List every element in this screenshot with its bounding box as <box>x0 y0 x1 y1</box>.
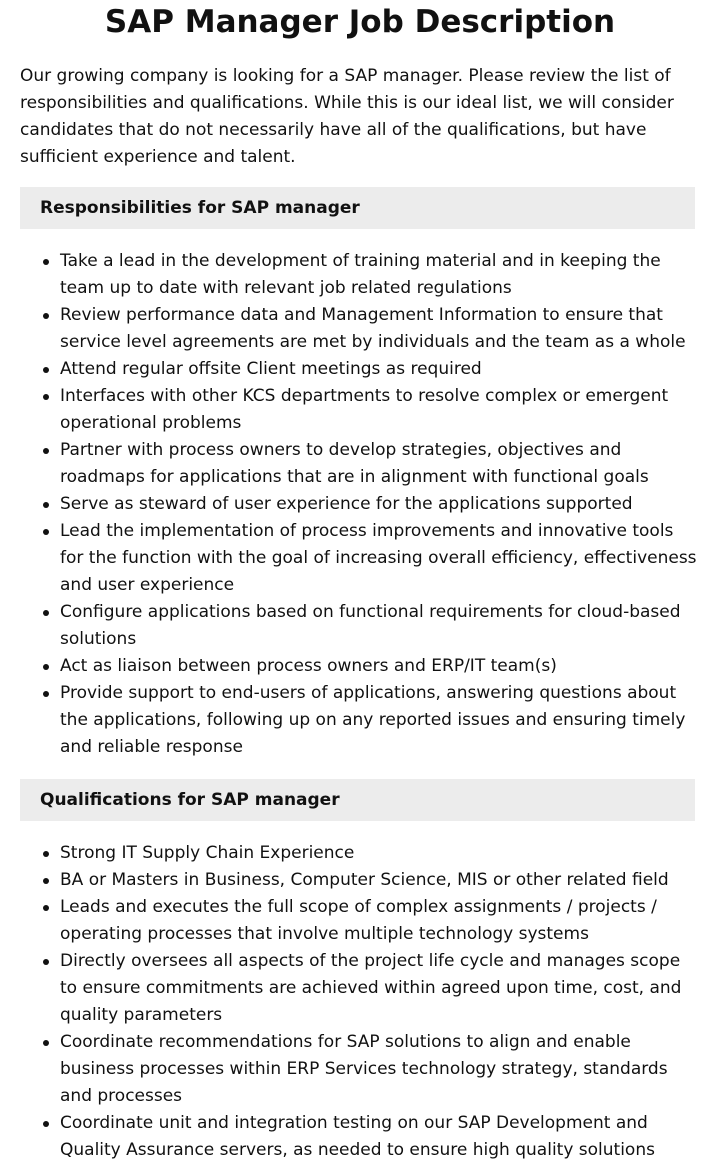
qualifications-list <box>20 840 700 1164</box>
list-item: BA or Masters in Business, Computer Science, MIS or other related field <box>60 867 700 894</box>
list-item: Coordinate recommendations for SAP solutions to align and enable business processes within ERP Services technology strategy, standards and processes <box>60 1029 700 1110</box>
list-item: Lead the implementation of process improvements and innovative tools for the function with the goal of increasing overall efficiency, effectiveness and user experience <box>60 518 700 599</box>
list-item: Review performance data and Management Information to ensure that service level agreements are met by individuals and the team as a whole <box>60 302 700 356</box>
page-title: SAP Manager Job Description <box>104 4 616 40</box>
list-item: Configure applications based on functional requirements for cloud-based solutions <box>60 599 700 653</box>
responsibilities-heading: Responsibilities for SAP manager <box>20 187 695 229</box>
list-item: Interfaces with other KCS departments to resolve complex or emergent operational problems <box>60 383 700 437</box>
list-item: Take a lead in the development of training material and in keeping the team up to date with relevant job related regulations <box>60 248 700 302</box>
list-item: Act as liaison between process owners and ERP/IT team(s) <box>60 653 700 680</box>
list-item: Partner with process owners to develop strategies, objectives and roadmaps for applications that are in alignment with functional goals <box>60 437 700 491</box>
responsibilities-list <box>20 248 700 761</box>
list-item: Provide support to end-users of applications, answering questions about the applications, following up on any reported issues and ensuring timely and reliable response <box>60 680 700 761</box>
list-item: Strong IT Supply Chain Experience <box>60 840 700 867</box>
list-item: Directly oversees all aspects of the project life cycle and manages scope to ensure commitments are achieved within agreed upon time, cost, and quality parameters <box>60 948 700 1029</box>
list-item: Serve as steward of user experience for the applications supported <box>60 491 700 518</box>
list-item: Attend regular offsite Client meetings as required <box>60 356 700 383</box>
list-item: Coordinate unit and integration testing on our SAP Development and Quality Assurance servers, as needed to ensure high quality solutions <box>60 1110 700 1164</box>
list-item: Leads and executes the full scope of complex assignments / projects / operating processes that involve multiple technology systems <box>60 894 700 948</box>
qualifications-heading: Qualifications for SAP manager <box>20 779 695 821</box>
intro-paragraph: Our growing company is looking for a SAP manager. Please review the list of responsibilities and qualifications. While this is our ideal list, we will consider candidates that do not necessarily have all of the qualifications, but have sufficient experience and talent. <box>20 66 674 167</box>
